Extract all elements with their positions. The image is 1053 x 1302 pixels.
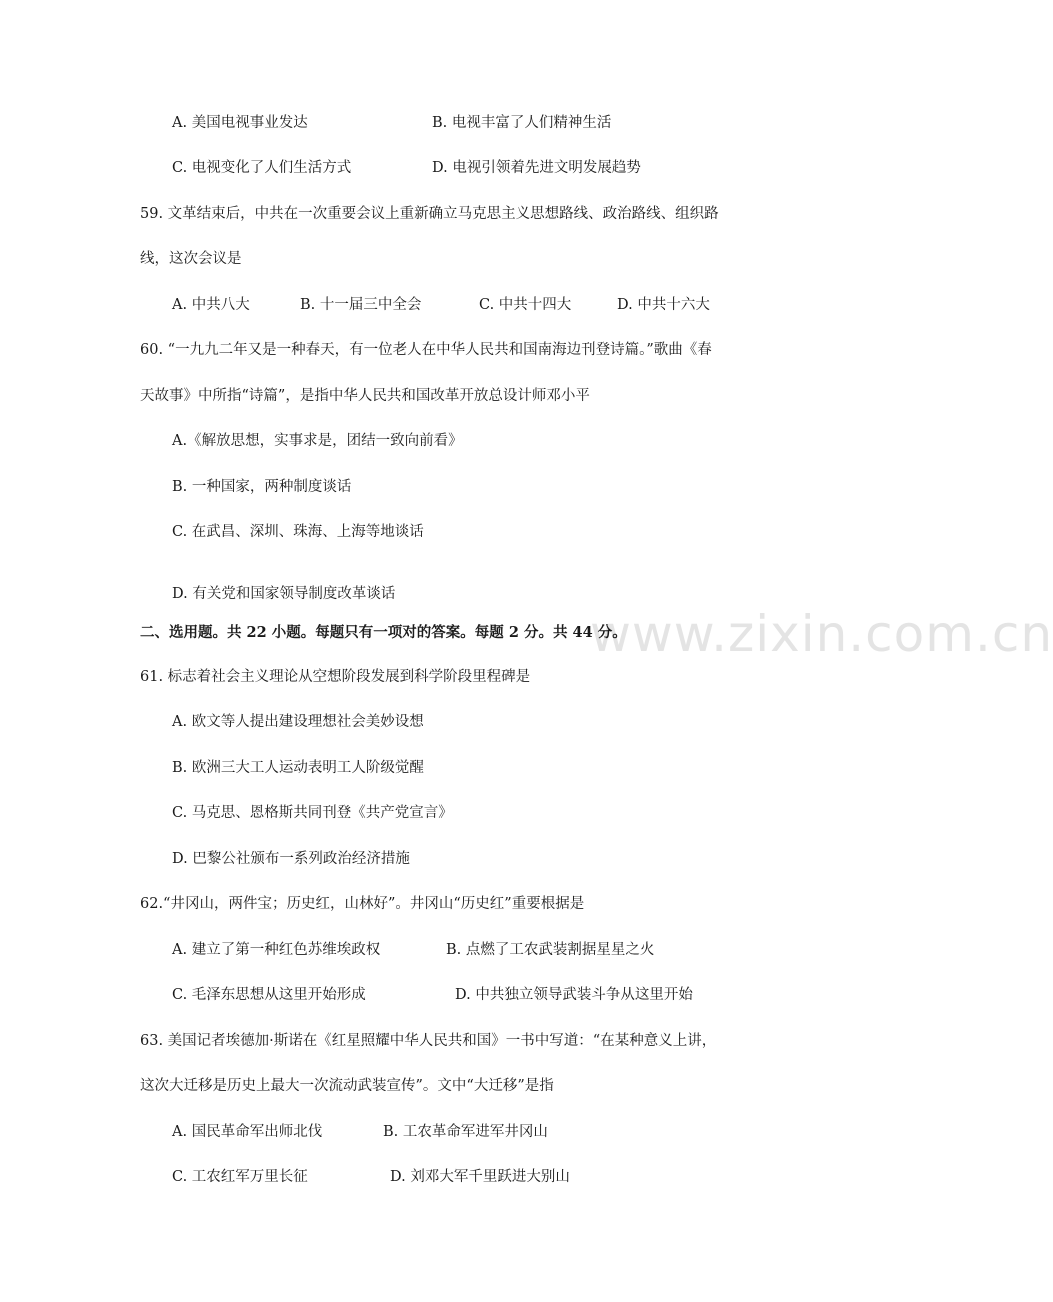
q63-option-d: D. 刘邓大军千里跃进大别山 bbox=[390, 1169, 570, 1185]
q58-option-b: B. 电视丰富了人们精神生活 bbox=[432, 115, 612, 131]
q61-stem: 61. 标志着社会主义理论从空想阶段发展到科学阶段里程碑是 bbox=[140, 669, 531, 685]
q63-option-c: C. 工农红军万里长征 bbox=[172, 1169, 308, 1185]
q59-option-b: B. 十一届三中全会 bbox=[300, 297, 422, 313]
q59-option-c: C. 中共十四大 bbox=[479, 297, 572, 313]
q59-stem-line2: 线，这次会议是 bbox=[140, 251, 242, 267]
q60-option-a: A.《解放思想，实事求是，团结一致向前看》 bbox=[172, 433, 463, 449]
q63-option-a: A. 国民革命军出师北伐 bbox=[172, 1124, 323, 1140]
q61-option-d: D. 巴黎公社颁布一系列政治经济措施 bbox=[172, 851, 410, 867]
q63-stem-line2: 这次大迁移是历史上最大一次流动武装宣传”。文中“大迁移”是指 bbox=[140, 1078, 554, 1094]
q60-stem-line1: 60. “一九九二年又是一种春天，有一位老人在中华人民共和国南海边刊登诗篇。”歌曲《春 bbox=[140, 342, 712, 358]
q58-option-a: A. 美国电视事业发达 bbox=[172, 115, 308, 131]
q63-stem-line1: 63. 美国记者埃德加·斯诺在《红星照耀中华人民共和国》一书中写道：“在某种意义上讲， bbox=[140, 1033, 717, 1049]
q59-option-a: A. 中共八大 bbox=[172, 297, 250, 313]
q59-stem-line1: 59. 文革结束后，中共在一次重要会议上重新确立马克思主义思想路线、政治路线、组织路 bbox=[140, 206, 719, 222]
q61-option-a: A. 欧文等人提出建设理想社会美妙设想 bbox=[172, 714, 424, 730]
q63-option-b: B. 工农革命军进军井冈山 bbox=[383, 1124, 548, 1140]
q61-option-c: C. 马克思、恩格斯共同刊登《共产党宣言》 bbox=[172, 805, 453, 821]
q60-option-b: B. 一种国家，两种制度谈话 bbox=[172, 479, 352, 495]
q60-option-d: D. 有关党和国家领导制度改革谈话 bbox=[172, 586, 396, 602]
q62-option-b: B. 点燃了工农武装割据星星之火 bbox=[446, 942, 655, 958]
q62-stem: 62.“井冈山，两件宝；历史红，山林好”。井冈山“历史红”重要根据是 bbox=[140, 896, 585, 912]
q62-option-c: C. 毛泽东思想从这里开始形成 bbox=[172, 987, 366, 1003]
q60-option-c: C. 在武昌、深圳、珠海、上海等地谈话 bbox=[172, 524, 424, 540]
q62-option-a: A. 建立了第一种红色苏维埃政权 bbox=[172, 942, 381, 958]
section-heading: 二、选用题。共 22 小题。每题只有一项对的答案。每题 2 分。共 44 分。 bbox=[140, 624, 627, 641]
q59-option-d: D. 中共十六大 bbox=[617, 297, 710, 313]
q58-option-c: C. 电视变化了人们生活方式 bbox=[172, 160, 352, 176]
q61-option-b: B. 欧洲三大工人运动表明工人阶级觉醒 bbox=[172, 760, 424, 776]
q58-option-d: D. 电视引领着先进文明发展趋势 bbox=[432, 160, 641, 176]
q60-stem-line2: 天故事》中所指“诗篇”，是指中华人民共和国改革开放总设计师邓小平 bbox=[140, 388, 590, 404]
watermark: www.zixin.com.cn bbox=[590, 605, 1053, 663]
q62-option-d: D. 中共独立领导武装斗争从这里开始 bbox=[455, 987, 693, 1003]
